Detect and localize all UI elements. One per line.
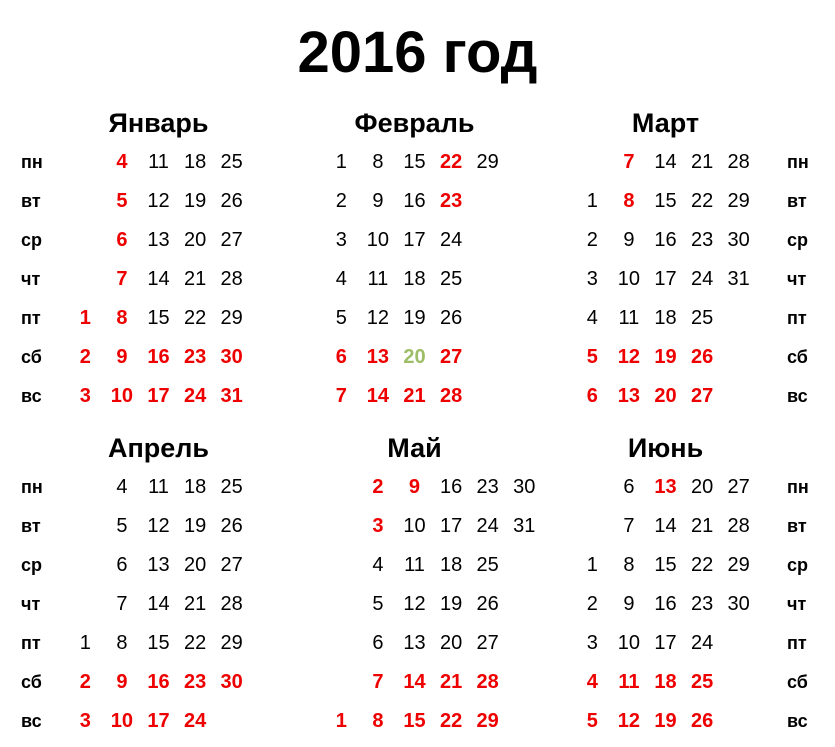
day-cell: 6	[372, 632, 384, 654]
empty-cell	[506, 546, 543, 585]
day-cell: 22	[183, 307, 207, 329]
year-title: 2016 год	[297, 20, 538, 85]
day-cell: 29	[476, 151, 499, 173]
day-cell: 25	[690, 671, 714, 693]
day-cell: 11	[367, 268, 389, 290]
day-cell: 15	[654, 190, 677, 212]
weekday-label: вт	[21, 191, 41, 211]
day-cell: 16	[654, 593, 677, 615]
day-cell: 6	[586, 385, 598, 407]
day-cell: 1	[586, 554, 598, 576]
day-cell: 30	[220, 346, 243, 368]
day-cell: 26	[690, 710, 714, 732]
day-cell: 25	[690, 307, 714, 329]
day-cell: 14	[147, 593, 170, 615]
empty-cell	[67, 507, 104, 546]
empty-cell	[67, 546, 104, 585]
day-cell: 12	[403, 593, 426, 615]
day-cell: 30	[727, 593, 750, 615]
day-cell: 5	[116, 190, 128, 212]
day-cell: 24	[690, 268, 714, 290]
day-cell: 24	[690, 632, 714, 654]
day-cell: 9	[408, 476, 421, 498]
day-cell: 10	[110, 710, 134, 732]
day-cell: 21	[690, 151, 714, 173]
day-cell: 1	[335, 151, 347, 173]
day-cell: 27	[727, 476, 750, 498]
day-cell: 3	[586, 632, 598, 654]
empty-cell	[67, 260, 104, 299]
day-cell: 21	[439, 671, 463, 693]
day-cell: 22	[183, 632, 207, 654]
month-4	[67, 423, 250, 741]
day-cell: 1	[586, 190, 598, 212]
day-cell: 8	[623, 554, 635, 576]
month-5	[323, 423, 543, 741]
empty-cell	[469, 377, 506, 416]
day-cell: 20	[183, 554, 207, 576]
day-cell: 11	[148, 476, 169, 498]
empty-cell	[323, 585, 360, 624]
day-cell: 14	[366, 385, 390, 407]
day-cell: 2	[372, 476, 384, 498]
day-cell: 4	[116, 476, 128, 498]
empty-cell	[213, 702, 250, 741]
day-cell: 15	[654, 554, 677, 576]
day-cell: 27	[220, 229, 243, 251]
day-cell: 16	[403, 190, 426, 212]
weekday-label: вс	[787, 711, 808, 731]
day-cell: 23	[690, 593, 714, 615]
day-cell: 13	[617, 385, 641, 407]
weekday-label: вс	[21, 386, 42, 406]
day-cell: 19	[654, 710, 677, 732]
day-cell: 10	[617, 268, 641, 290]
weekday-labels-left	[21, 143, 55, 416]
empty-cell	[574, 143, 611, 182]
weekday-label: пн	[787, 152, 809, 172]
day-cell: 25	[220, 476, 243, 498]
day-cell: 8	[116, 632, 128, 654]
day-cell: 19	[183, 515, 207, 537]
month-grid	[67, 143, 250, 416]
day-cell: 19	[403, 307, 426, 329]
day-cell: 23	[476, 476, 499, 498]
empty-cell	[720, 663, 757, 702]
weekday-label: пн	[787, 477, 809, 497]
weekday-labels-right	[787, 468, 821, 741]
day-cell: 21	[183, 593, 207, 615]
day-cell: 5	[372, 593, 384, 615]
empty-cell	[67, 182, 104, 221]
day-cell: 9	[116, 346, 128, 368]
day-cell: 16	[654, 229, 677, 251]
weekday-label: ср	[21, 230, 43, 250]
day-cell: 7	[372, 671, 384, 693]
day-cell: 29	[727, 190, 750, 212]
empty-cell	[574, 468, 611, 507]
day-cell: 17	[439, 515, 463, 537]
month-3	[574, 98, 757, 416]
day-cell: 8	[623, 190, 635, 212]
day-cell: 3	[372, 515, 384, 537]
day-cell: 18	[403, 268, 426, 290]
day-cell: 5	[586, 346, 598, 368]
day-cell: 7	[116, 593, 128, 615]
day-cell: 26	[220, 190, 243, 212]
day-cell: 9	[623, 229, 635, 251]
weekday-label: ср	[21, 555, 43, 575]
month-grid	[323, 468, 543, 741]
day-cell: 24	[183, 385, 207, 407]
month-title: Апрель	[107, 433, 210, 463]
day-cell: 28	[220, 593, 243, 615]
day-cell: 19	[654, 346, 677, 368]
weekday-label: ср	[787, 230, 809, 250]
day-cell: 2	[335, 190, 347, 212]
day-cell: 22	[439, 151, 463, 173]
day-cell: 28	[476, 671, 499, 693]
day-cell: 18	[183, 476, 207, 498]
day-cell: 7	[623, 515, 635, 537]
half-year-row-2	[0, 423, 835, 741]
day-cell: 17	[403, 229, 426, 251]
empty-cell	[67, 221, 104, 260]
empty-cell	[67, 585, 104, 624]
day-cell: 29	[220, 632, 243, 654]
day-cell: 11	[618, 307, 640, 329]
day-cell: 13	[366, 346, 390, 368]
day-cell: 15	[147, 632, 170, 654]
empty-cell	[469, 182, 506, 221]
day-cell: 25	[220, 151, 243, 173]
empty-cell	[323, 507, 360, 546]
empty-cell	[323, 624, 360, 663]
day-cell: 28	[220, 268, 243, 290]
day-cell: 28	[727, 151, 750, 173]
day-cell: 31	[220, 385, 243, 407]
day-cell: 8	[372, 710, 384, 732]
day-cell: 20	[183, 229, 207, 251]
empty-cell	[720, 624, 757, 663]
day-cell: 14	[654, 515, 677, 537]
empty-cell	[469, 338, 506, 377]
day-cell: 14	[147, 268, 170, 290]
day-cell: 23	[183, 346, 207, 368]
weekday-label: пн	[21, 152, 43, 172]
day-cell: 14	[403, 671, 426, 693]
day-cell: 19	[439, 593, 463, 615]
day-cell: 17	[654, 632, 677, 654]
day-cell: 7	[335, 385, 347, 407]
day-cell: 8	[372, 151, 384, 173]
empty-cell	[323, 468, 360, 507]
day-cell: 3	[586, 268, 598, 290]
day-cell: 3	[79, 710, 91, 732]
weekday-label: пт	[21, 633, 41, 653]
day-cell: 13	[147, 554, 170, 576]
empty-cell	[720, 377, 757, 416]
empty-cell	[506, 585, 543, 624]
weekday-label: пт	[787, 633, 807, 653]
month-grid	[67, 468, 250, 741]
weekday-label: ср	[787, 555, 809, 575]
day-cell: 6	[335, 346, 347, 368]
month-title: Июнь	[627, 433, 704, 463]
day-cell: 8	[116, 307, 128, 329]
weekday-label: сб	[787, 672, 808, 692]
day-cell: 14	[654, 151, 677, 173]
day-cell: 12	[147, 190, 170, 212]
empty-cell	[67, 143, 104, 182]
empty-cell	[469, 221, 506, 260]
month-title: Март	[631, 108, 700, 138]
day-cell: 25	[439, 268, 463, 290]
weekday-label: чт	[21, 269, 41, 289]
month-grid	[574, 468, 757, 741]
day-cell: 30	[513, 476, 536, 498]
empty-cell	[506, 663, 543, 702]
day-cell: 30	[220, 671, 243, 693]
day-cell: 26	[439, 307, 463, 329]
day-cell: 4	[372, 554, 384, 576]
weekday-label: вт	[787, 516, 807, 536]
day-cell: 20	[403, 346, 426, 368]
day-cell: 15	[147, 307, 170, 329]
month-title: Февраль	[354, 108, 475, 138]
day-cell: 28	[727, 515, 750, 537]
weekday-label: сб	[21, 672, 42, 692]
day-cell: 5	[335, 307, 347, 329]
day-cell: 20	[690, 476, 714, 498]
day-cell: 3	[335, 229, 347, 251]
weekday-label: чт	[787, 594, 807, 614]
day-cell: 12	[366, 307, 390, 329]
day-cell: 2	[586, 229, 598, 251]
day-cell: 12	[617, 346, 641, 368]
day-cell: 31	[727, 268, 750, 290]
day-cell: 4	[586, 307, 598, 329]
day-cell: 5	[586, 710, 598, 732]
weekday-label: чт	[787, 269, 807, 289]
day-cell: 27	[476, 632, 499, 654]
day-cell: 7	[623, 151, 635, 173]
empty-cell	[720, 702, 757, 741]
day-cell: 24	[476, 515, 499, 537]
day-cell: 27	[220, 554, 243, 576]
day-cell: 1	[79, 307, 91, 329]
day-cell: 29	[727, 554, 750, 576]
day-cell: 6	[116, 229, 128, 251]
day-cell: 3	[79, 385, 91, 407]
day-cell: 24	[439, 229, 463, 251]
day-cell: 10	[110, 385, 134, 407]
day-cell: 28	[439, 385, 463, 407]
day-cell: 24	[183, 710, 207, 732]
day-cell: 23	[690, 229, 714, 251]
day-cell: 11	[148, 151, 169, 173]
weekday-label: сб	[787, 347, 808, 367]
empty-cell	[506, 702, 543, 741]
day-cell: 6	[623, 476, 635, 498]
day-cell: 22	[690, 554, 714, 576]
empty-cell	[469, 260, 506, 299]
weekday-labels-right	[787, 143, 821, 416]
month-2	[323, 98, 506, 416]
day-cell: 11	[618, 671, 640, 693]
day-cell: 17	[147, 710, 170, 732]
day-cell: 17	[654, 268, 677, 290]
day-cell: 1	[335, 710, 347, 732]
day-cell: 4	[586, 671, 598, 693]
day-cell: 6	[116, 554, 128, 576]
day-cell: 29	[220, 307, 243, 329]
day-cell: 13	[147, 229, 170, 251]
day-cell: 20	[439, 632, 463, 654]
day-cell: 15	[403, 710, 426, 732]
month-title: Январь	[108, 108, 209, 138]
day-cell: 1	[79, 632, 91, 654]
day-cell: 9	[116, 671, 128, 693]
day-cell: 23	[183, 671, 207, 693]
month-grid	[574, 143, 757, 416]
day-cell: 30	[727, 229, 750, 251]
day-cell: 18	[439, 554, 463, 576]
day-cell: 23	[439, 190, 463, 212]
weekday-label: вт	[21, 516, 41, 536]
day-cell: 13	[654, 476, 677, 498]
day-cell: 16	[439, 476, 463, 498]
day-cell: 20	[654, 385, 677, 407]
day-cell: 4	[335, 268, 347, 290]
day-cell: 31	[513, 515, 536, 537]
day-cell: 9	[623, 593, 635, 615]
day-cell: 26	[690, 346, 714, 368]
month-1	[67, 98, 250, 416]
day-cell: 9	[372, 190, 384, 212]
day-cell: 25	[476, 554, 499, 576]
empty-cell	[506, 624, 543, 663]
day-cell: 15	[403, 151, 426, 173]
weekday-label: вт	[787, 191, 807, 211]
empty-cell	[720, 338, 757, 377]
day-cell: 21	[690, 515, 714, 537]
day-cell: 27	[690, 385, 714, 407]
day-cell: 21	[403, 385, 426, 407]
day-cell: 2	[79, 671, 91, 693]
empty-cell	[323, 663, 360, 702]
weekday-label: чт	[21, 594, 41, 614]
weekday-label: пн	[21, 477, 43, 497]
half-year-row-1	[0, 98, 835, 416]
day-cell: 13	[403, 632, 426, 654]
weekday-label: пт	[21, 308, 41, 328]
day-cell: 29	[476, 710, 499, 732]
day-cell: 18	[654, 671, 677, 693]
weekday-labels-left	[21, 468, 55, 741]
day-cell: 5	[116, 515, 128, 537]
day-cell: 18	[183, 151, 207, 173]
day-cell: 10	[617, 632, 641, 654]
day-cell: 17	[147, 385, 170, 407]
day-cell: 21	[183, 268, 207, 290]
weekday-label: сб	[21, 347, 42, 367]
day-cell: 11	[404, 554, 425, 576]
weekday-label: пт	[787, 308, 807, 328]
month-title: Май	[387, 433, 442, 463]
month-grid	[323, 143, 506, 416]
day-cell: 10	[403, 515, 426, 537]
empty-cell	[720, 299, 757, 338]
day-cell: 27	[439, 346, 463, 368]
month-6	[574, 423, 757, 741]
day-cell: 16	[147, 671, 170, 693]
day-cell: 19	[183, 190, 207, 212]
day-cell: 26	[476, 593, 499, 615]
day-cell: 26	[220, 515, 243, 537]
empty-cell	[574, 507, 611, 546]
day-cell: 10	[366, 229, 390, 251]
empty-cell	[323, 546, 360, 585]
empty-cell	[67, 468, 104, 507]
weekday-label: вс	[21, 711, 42, 731]
day-cell: 2	[586, 593, 598, 615]
day-cell: 7	[116, 268, 128, 290]
weekday-label: вс	[787, 386, 808, 406]
day-cell: 2	[79, 346, 91, 368]
day-cell: 18	[654, 307, 677, 329]
empty-cell	[469, 299, 506, 338]
day-cell: 22	[690, 190, 714, 212]
day-cell: 12	[147, 515, 170, 537]
day-cell: 4	[116, 151, 128, 173]
day-cell: 16	[147, 346, 170, 368]
day-cell: 12	[617, 710, 641, 732]
day-cell: 22	[439, 710, 463, 732]
